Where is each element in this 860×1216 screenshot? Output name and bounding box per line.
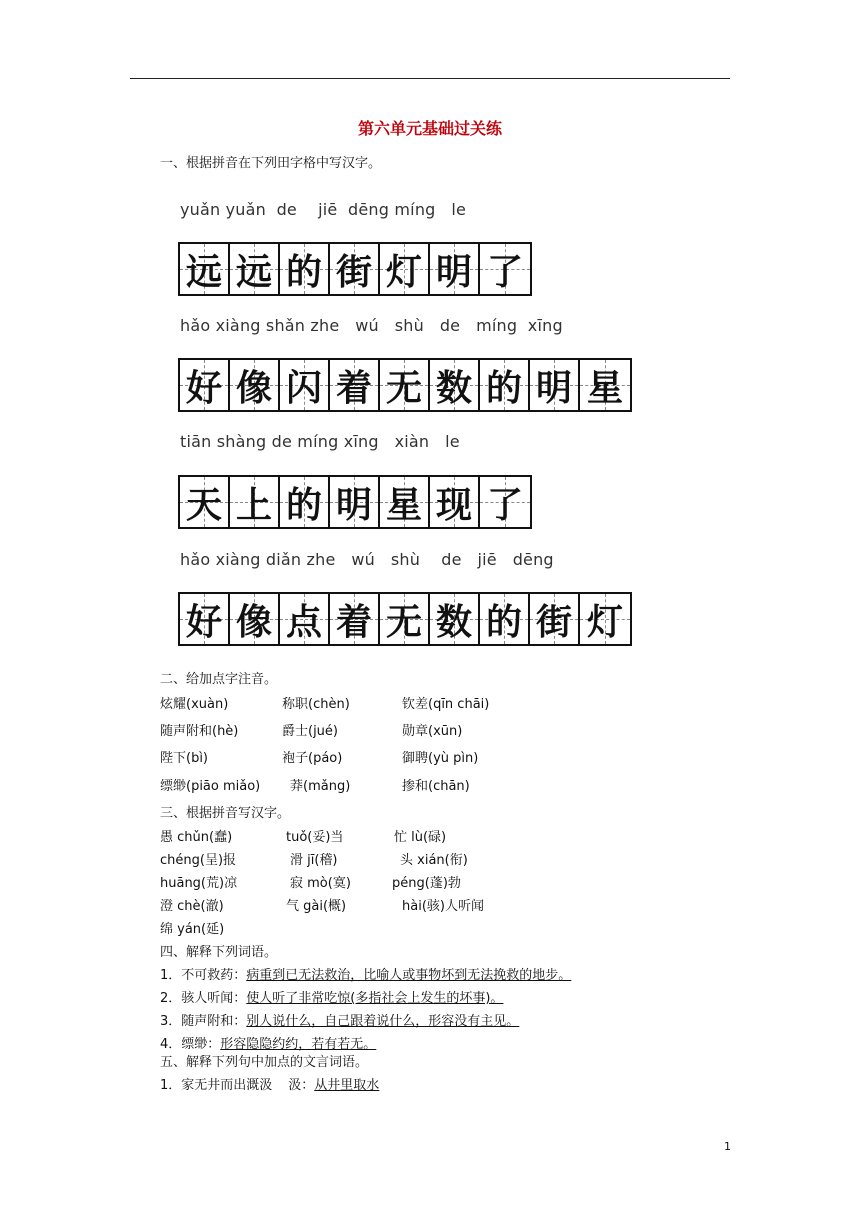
definition-label: 4．缥缈： [160, 1037, 221, 1052]
grid-cell: 灯 [380, 244, 430, 294]
section-3-heading: 三、根据拼音写汉字。 [160, 806, 291, 821]
phonetic-item: 爵士(jué) [282, 724, 338, 739]
grid-cell: 的 [480, 594, 530, 644]
phonetic-item: 称职(chèn) [282, 697, 350, 712]
word-item: 滑 jī(稽) [290, 853, 338, 868]
definition-label: 3．随声附和： [160, 1014, 247, 1029]
word-item: 绵 yán(延) [160, 922, 225, 937]
definition-item [160, 1010, 519, 1029]
word-item: huāng(荒)凉 [160, 876, 238, 891]
classical-word: 汲： [288, 1078, 315, 1093]
word-item: hài(骇)人听闻 [402, 899, 484, 914]
grid-cell: 天 [180, 477, 230, 527]
grid-cell: 明 [430, 244, 480, 294]
definition-answer: 使人听了非常吃惊(多指社会上发生的坏事)。 [246, 991, 504, 1006]
grid-cell: 街 [530, 594, 580, 644]
classical-sentence: 1．家无井而出溉汲 [160, 1078, 273, 1093]
pinyin-row-4: hǎo xiàng diǎn zhe wú shù de jiē dēng [180, 550, 554, 569]
definition-answer: 病重到已无法救治，比喻人或事物坏到无法挽救的地步。 [246, 968, 572, 983]
definition-item [160, 987, 503, 1006]
page-title: 第六单元基础过关练 [357, 119, 502, 138]
word-item: 气 gài(概) [286, 899, 347, 914]
grid-cell: 明 [530, 360, 580, 410]
grid-cell: 着 [330, 594, 380, 644]
grid-cell: 明 [330, 477, 380, 527]
phonetic-item: 炫耀(xuàn) [160, 697, 229, 712]
section-2-heading: 二、给加点字注音。 [160, 672, 278, 687]
grid-cell: 的 [280, 477, 330, 527]
grid-cell: 无 [380, 594, 430, 644]
classical-item [160, 1074, 379, 1093]
word-item: chéng(呈)报 [160, 853, 237, 868]
grid-cell: 闪 [280, 360, 330, 410]
grid-cell: 像 [230, 360, 280, 410]
definition-answer: 别人说什么，自己跟着说什么，形容没有主见。 [246, 1014, 520, 1029]
header-rule [130, 78, 730, 79]
phonetic-item: 缥缈(piāo miǎo) [160, 779, 261, 794]
grid-cell: 星 [380, 477, 430, 527]
phonetic-item: 随声附和(hè) [160, 724, 239, 739]
grid-cell: 远 [230, 244, 280, 294]
tianzige-row-2 [178, 358, 632, 412]
grid-cell: 的 [280, 244, 330, 294]
grid-cell: 好 [180, 360, 230, 410]
grid-cell: 星 [580, 360, 630, 410]
phonetic-item: 莽(mǎng) [290, 779, 351, 794]
phonetic-item: 御聘(yù pìn) [402, 751, 479, 766]
definition-label: 2．骇人听闻： [160, 991, 247, 1006]
word-item: 寂 mò(寞) [290, 876, 351, 891]
section-5-heading: 五、解释下列句中加点的文言词语。 [160, 1055, 369, 1070]
phonetic-item: 掺和(chān) [402, 779, 470, 794]
word-item: 澄 chè(澈) [160, 899, 224, 914]
grid-cell: 好 [180, 594, 230, 644]
grid-cell: 了 [480, 477, 530, 527]
grid-cell: 灯 [580, 594, 630, 644]
grid-cell: 数 [430, 594, 480, 644]
word-item: 愚 chǔn(蠢) [160, 830, 233, 845]
pinyin-row-3: tiān shàng de míng xīng xiàn le [180, 432, 460, 451]
phonetic-item: 钦差(qīn chāi) [402, 697, 490, 712]
section-1-heading: 一、根据拼音在下列田字格中写汉字。 [160, 156, 382, 171]
phonetic-item: 陛下(bì) [160, 751, 209, 766]
grid-cell: 数 [430, 360, 480, 410]
page-number: 1 [724, 1140, 731, 1153]
word-item: tuǒ(妥)当 [286, 830, 344, 845]
tianzige-row-1 [178, 242, 532, 296]
grid-cell: 远 [180, 244, 230, 294]
definition-answer: 形容隐隐约约，若有若无。 [220, 1037, 377, 1052]
definition-label: 1．不可救药： [160, 968, 247, 983]
section-4-heading: 四、解释下列词语。 [160, 945, 278, 960]
phonetic-item: 袍子(páo) [282, 751, 343, 766]
definition-item [160, 964, 571, 983]
tianzige-row-3 [178, 475, 532, 529]
grid-cell: 着 [330, 360, 380, 410]
word-item: 忙 lù(碌) [394, 830, 447, 845]
definition-item [160, 1033, 376, 1052]
grid-cell: 的 [480, 360, 530, 410]
grid-cell: 像 [230, 594, 280, 644]
grid-cell: 点 [280, 594, 330, 644]
word-item: 头 xián(衔) [400, 853, 468, 868]
grid-cell: 无 [380, 360, 430, 410]
pinyin-row-1: yuǎn yuǎn de jiē dēng míng le [180, 200, 467, 219]
classical-answer: 从井里取水 [314, 1078, 380, 1093]
pinyin-row-2: hǎo xiàng shǎn zhe wú shù de míng xīng [180, 316, 563, 335]
phonetic-item: 勋章(xūn) [402, 724, 463, 739]
tianzige-row-4 [178, 592, 632, 646]
grid-cell: 街 [330, 244, 380, 294]
grid-cell: 了 [480, 244, 530, 294]
grid-cell: 现 [430, 477, 480, 527]
word-item: péng(蓬)勃 [392, 876, 461, 891]
grid-cell: 上 [230, 477, 280, 527]
